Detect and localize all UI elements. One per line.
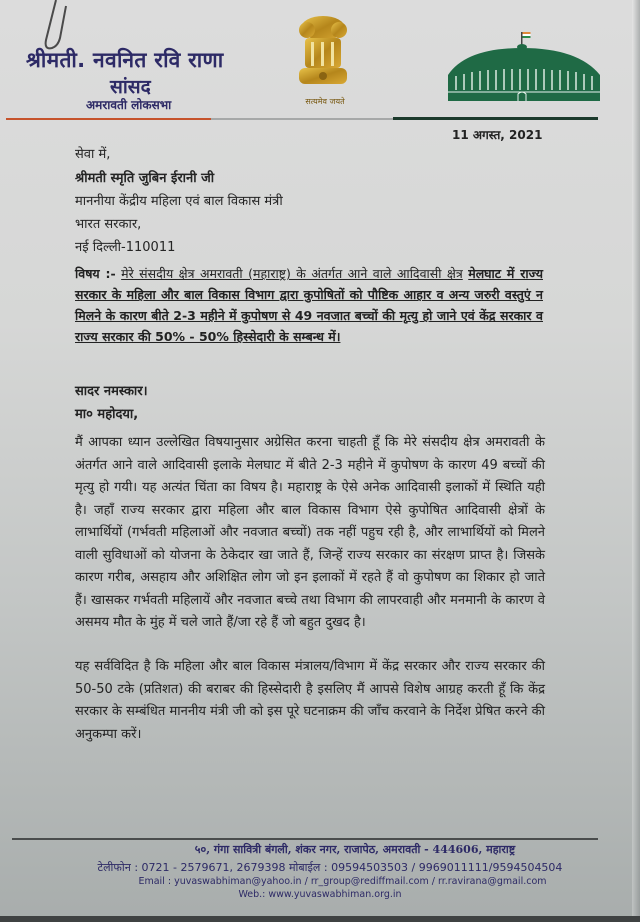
recipient-name: श्रीमती स्मृति जुबिन ईरानी जी xyxy=(75,171,215,186)
parliament-house-icon xyxy=(446,30,604,106)
emblem-caption: सत्यमेव जयते xyxy=(305,97,345,106)
recipient-designation: माननीया केंद्रीय महिला एवं बाल विकास मंत्री xyxy=(75,194,283,209)
letterhead-mp-name: श्रीमती. नवनित रवि राणा xyxy=(26,48,224,72)
recipient-salutation: सेवा में, xyxy=(75,147,111,162)
letterhead-rule-grey xyxy=(211,118,395,120)
paper-clip-icon xyxy=(36,0,70,52)
footer-rule-right xyxy=(298,838,598,840)
subject-text-rest: मेलघाट में राज्य सरकार के महिला और बाल विकास विभाग द्वारा कुपोषितों को पौष्टिक आहार व अन्य जरुरी वस्तुएं न मिलने के कारण बीते 2-3 महीने में कुपोषण से 49 नवजात बच्चों की मृत्यु हो जाने एवं केंद्र सरकार व राज्य सरकार की 50% - 50% हिस्सेदारी के सम्बन्ध में। xyxy=(75,266,543,344)
subject-block xyxy=(75,263,543,347)
national-emblem-icon xyxy=(293,12,353,92)
page-edge-shadow xyxy=(632,0,640,922)
footer-web: Web.: www.yuvaswabhiman.org.in xyxy=(238,889,402,900)
footer-email: Email : yuvaswabhiman@yahoo.in / rr_group@rediffmail.com / rr.ravirana@gmail.com xyxy=(138,876,547,887)
letterhead-rule-dark xyxy=(393,117,598,120)
body-paragraph-1: मैं आपका ध्यान उल्लेखित विषयानुसार अग्रेसित करना चाहती हूँ कि मेरे संसदीय क्षेत्र अमरावती के अंतर्गत आने वाले आदिवासी इलाके मेलघाट में बीते 2-3 महीने में कुपोषण के कारण 49 बच्चों की मृत्यु हो गयी। यह अत्यंत चिंता का विषय है। महाराष्ट्र के ऐसे अनेक आदिवासी इलाकों में स्थिति यही है। जहाँ राज्य सरकार द्वारा महिला और बाल विकास विभाग ऐसे कुपोषित आदिवासी क्षेत्रों के लाभार्थियों (गर्भवती महिलाओं और नवजात बच्चों) तक नहीं पहुच रही है, और लाभार्थियों को मिलने वाली सुविधाओं को योजना के ठेकेदार खा जाते हैं, जिन्हें राज्य सरकार का संरक्षण प्राप्त है। जिसके कारण गरीब, असहाय और अशिक्षित लोग जो इन इलाकों में रहते हैं वो कुपोषण का शिकार हो जाते हैं। खासकर गर्भवती महिलायें और नवजात बच्चे तथा विभाग की लापरवाही और मनमानी के कारण वे असमय मौत के मुंह में चले जाते हैं/जा रहे हैं जो बहुत दुखद है। xyxy=(75,435,545,630)
footer-rule xyxy=(12,838,298,840)
recipient-government: भारत सरकार, xyxy=(75,217,142,232)
greeting-namaskar: सादर नमस्कार। xyxy=(75,384,148,399)
letterhead-constituency: अमरावती लोकसभा xyxy=(86,98,172,112)
letter-date: 11 अगस्त, 2021 xyxy=(452,128,543,142)
footer-address: ५०, गंगा सावित्री बंगली, शंकर नगर, राजापेठ, अमरावती - 444606, महाराष्ट्र xyxy=(194,843,516,856)
footer-phone: टेलीफोन : 0721 - 2579671, 2679398 मोबाईल : 09594503503 / 9969011111/9594504504 xyxy=(97,861,563,874)
letterhead-mp-title: सांसद xyxy=(110,76,151,98)
page-bottom-shadow xyxy=(0,916,640,922)
subject-label: विषय :- xyxy=(75,266,116,281)
subject-text-line1: मेरे संसदीय क्षेत्र अमरावती (महाराष्ट्र) के अंतर्गत आने वाले आदिवासी क्षेत्र xyxy=(121,266,463,281)
recipient-city: नई दिल्ली-110011 xyxy=(75,240,176,255)
body-paragraph-2: यह सर्वविदित है कि महिला और बाल विकास मंत्रालय/विभाग में केंद्र सरकार और राज्य सरकार की 50-50 टके (प्रतिशत) की बराबर की हिस्सेदारी है इसलिए मैं आपसे विशेष आग्रह करती हूँ कि केंद्र सरकार के सम्बंधित माननीय मंत्री जी को इस पूरे घटनाक्रम की जाँच करवाने के निर्देश प्रेषित करने की अनुकम्पा करें। xyxy=(75,659,545,742)
greeting-address: मा० महोदया, xyxy=(75,407,139,422)
letterhead-rule-red xyxy=(6,118,211,120)
